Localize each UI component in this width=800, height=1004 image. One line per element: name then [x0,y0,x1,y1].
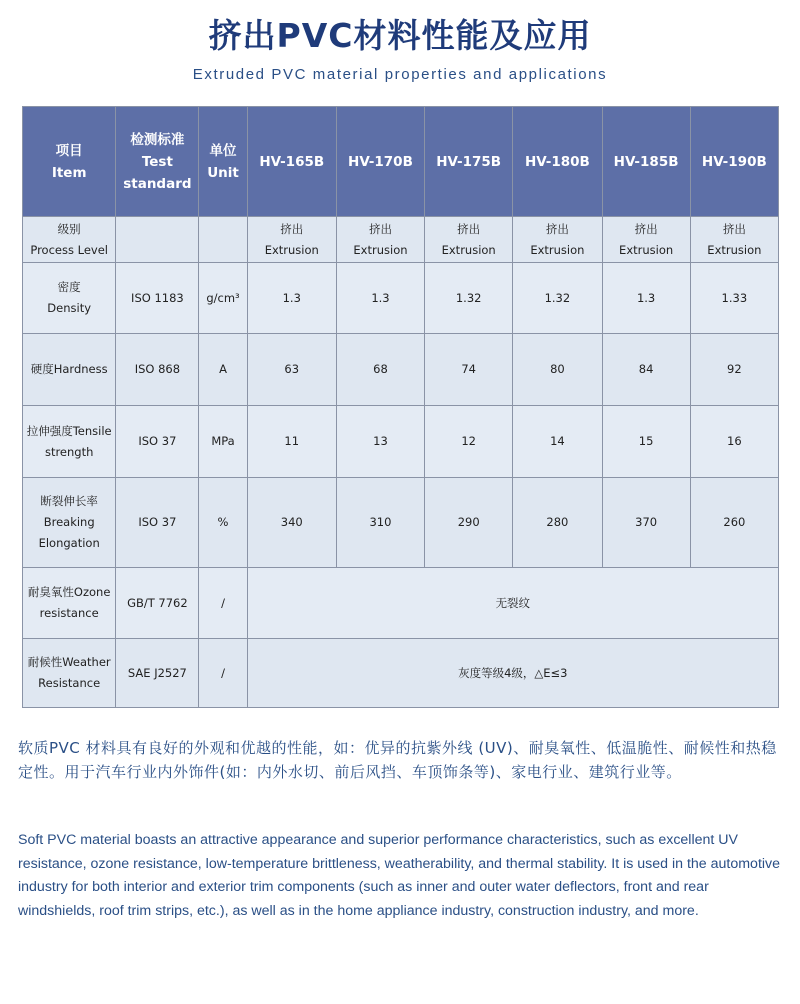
test-standard: ISO 37 [116,478,199,568]
row-label [23,406,116,478]
merged-value-cell: 无裂纹 [247,568,778,639]
table-cell: 310 [336,478,424,568]
cell-en: Extrusion [530,242,585,257]
cell-en: Extrusion [264,242,319,257]
description-chinese: 软质PVC 材料具有良好的外观和优越的性能，如：优异的抗紫外线 (UV)、耐臭氧性、低温脆性、耐候性和热稳定性。用于汽车行业内外饰件(如：内外水切、前后风挡、车顶饰条等)、家电行业、建筑行业等。 [18,739,777,781]
table-header-row [23,107,779,217]
header-grade: HV-175B [425,107,513,217]
row-label-line: 耐臭氧性Ozone [27,585,111,599]
header-item-en: Item [51,164,87,181]
header-item-cn: 项目 [55,142,83,159]
table-cell: 63 [247,334,336,406]
test-standard: SAE J2527 [116,639,199,708]
row-label-cn: 级别 [57,221,81,236]
cell-en: Extrusion [441,242,496,257]
row-label [23,263,116,334]
header-standard-cn: 检测标准 [130,131,185,148]
table-cell: 1.32 [425,263,513,334]
header-grade: HV-190B [690,107,778,217]
table-cell: 15 [602,406,690,478]
unit: MPa [199,406,247,478]
header-grade: HV-180B [513,107,602,217]
table-cell: 68 [336,334,424,406]
table-cell: 1.32 [513,263,602,334]
header-standard-en-2: standard [123,175,192,192]
row-label-line: Breaking [43,515,95,529]
header-grade: HV-170B [336,107,424,217]
header-grade: HV-165B [247,107,336,217]
test-standard: ISO 37 [116,406,199,478]
cell-cn: 挤出 [457,221,481,236]
row-label [23,217,116,263]
table-cell [336,217,424,263]
table-cell [425,217,513,263]
test-standard: GB/T 7762 [116,568,199,639]
table-cell: 370 [602,478,690,568]
cell-cn: 挤出 [545,221,569,236]
test-standard: ISO 868 [116,334,199,406]
row-label-line: 拉伸强度Tensile [26,423,112,438]
table-cell: 13 [336,406,424,478]
row-label: 硬度Hardness [23,334,116,406]
table-cell: 92 [690,334,778,406]
unit: A [199,334,247,406]
row-label-line: Resistance [38,676,101,690]
cell-en: Extrusion [707,242,762,257]
cell-cn: 挤出 [634,221,658,236]
table-row-tensile-strength [23,406,779,478]
unit: / [199,568,247,639]
table-row-density [23,263,779,334]
header-grade: HV-185B [602,107,690,217]
merged-value-cell: 灰度等级4级，△E≤3 [247,639,778,708]
row-label-line: Elongation [38,536,100,550]
table-cell: 80 [513,334,602,406]
header-unit [199,107,247,217]
header-standard-en-1: Test [141,153,173,170]
page-title: 挤出PVC材料性能及应用 [208,16,592,55]
unit: % [199,478,247,568]
header-unit-en: Unit [207,164,239,181]
cell-cn: 挤出 [280,221,304,236]
table-cell: 16 [690,406,778,478]
table-cell: 1.3 [247,263,336,334]
table-cell [602,217,690,263]
header-item [23,107,116,217]
properties-table [22,106,779,708]
header-standard [116,107,199,217]
table-cell: 14 [513,406,602,478]
table-cell [247,217,336,263]
table-cell [199,217,247,263]
table-row-breaking-elongation [23,478,779,568]
table-cell: 84 [602,334,690,406]
test-standard: ISO 1183 [116,263,199,334]
row-label [23,568,116,639]
row-label-en: Density [47,301,92,315]
table-cell: 340 [247,478,336,568]
cell-cn: 挤出 [368,221,392,236]
row-label-line: resistance [39,606,99,620]
table-cell: 1.3 [336,263,424,334]
unit: / [199,639,247,708]
table-row-process-level [23,217,779,263]
unit: g/cm³ [199,263,247,334]
table-cell [116,217,199,263]
row-label [23,639,116,708]
description-english: Soft PVC material boasts an attractive appearance and superior performance characteristics, such as excellent UV resistance, ozone resistance, low-temperature brittleness, weatherability, and thermal stability. It is used in the automotive industry for both interior and exterior trim components (such as inner and outer water deflectors, front and rear windshields, roof trim strips, etc.), as well as in the home appliance industry, construction industry, and more. [18,832,781,919]
row-label-line: 耐候性Weather [27,655,111,669]
cell-en: Extrusion [619,242,674,257]
table-cell: 1.3 [602,263,690,334]
table-cell: 74 [425,334,513,406]
row-label-cn: 密度 [57,280,81,294]
table-row-weather-resistance [23,639,779,708]
table-cell [513,217,602,263]
table-cell: 12 [425,406,513,478]
row-label-en: Process Level [30,242,108,257]
table-row-ozone-resistance [23,568,779,639]
cell-en: Extrusion [353,242,408,257]
table-cell: 290 [425,478,513,568]
row-label [23,478,116,568]
table-cell: 11 [247,406,336,478]
row-label-line: 断裂伸长率 [40,494,98,508]
page-subtitle: Extruded PVC material properties and applications [192,66,608,83]
table-cell [690,217,778,263]
table-row-hardness [23,334,779,406]
row-label-line: strength [44,444,94,459]
table-cell: 1.33 [690,263,778,334]
table-cell: 260 [690,478,778,568]
header-unit-cn: 单位 [209,142,237,159]
cell-cn: 挤出 [722,221,746,236]
table-cell: 280 [513,478,602,568]
